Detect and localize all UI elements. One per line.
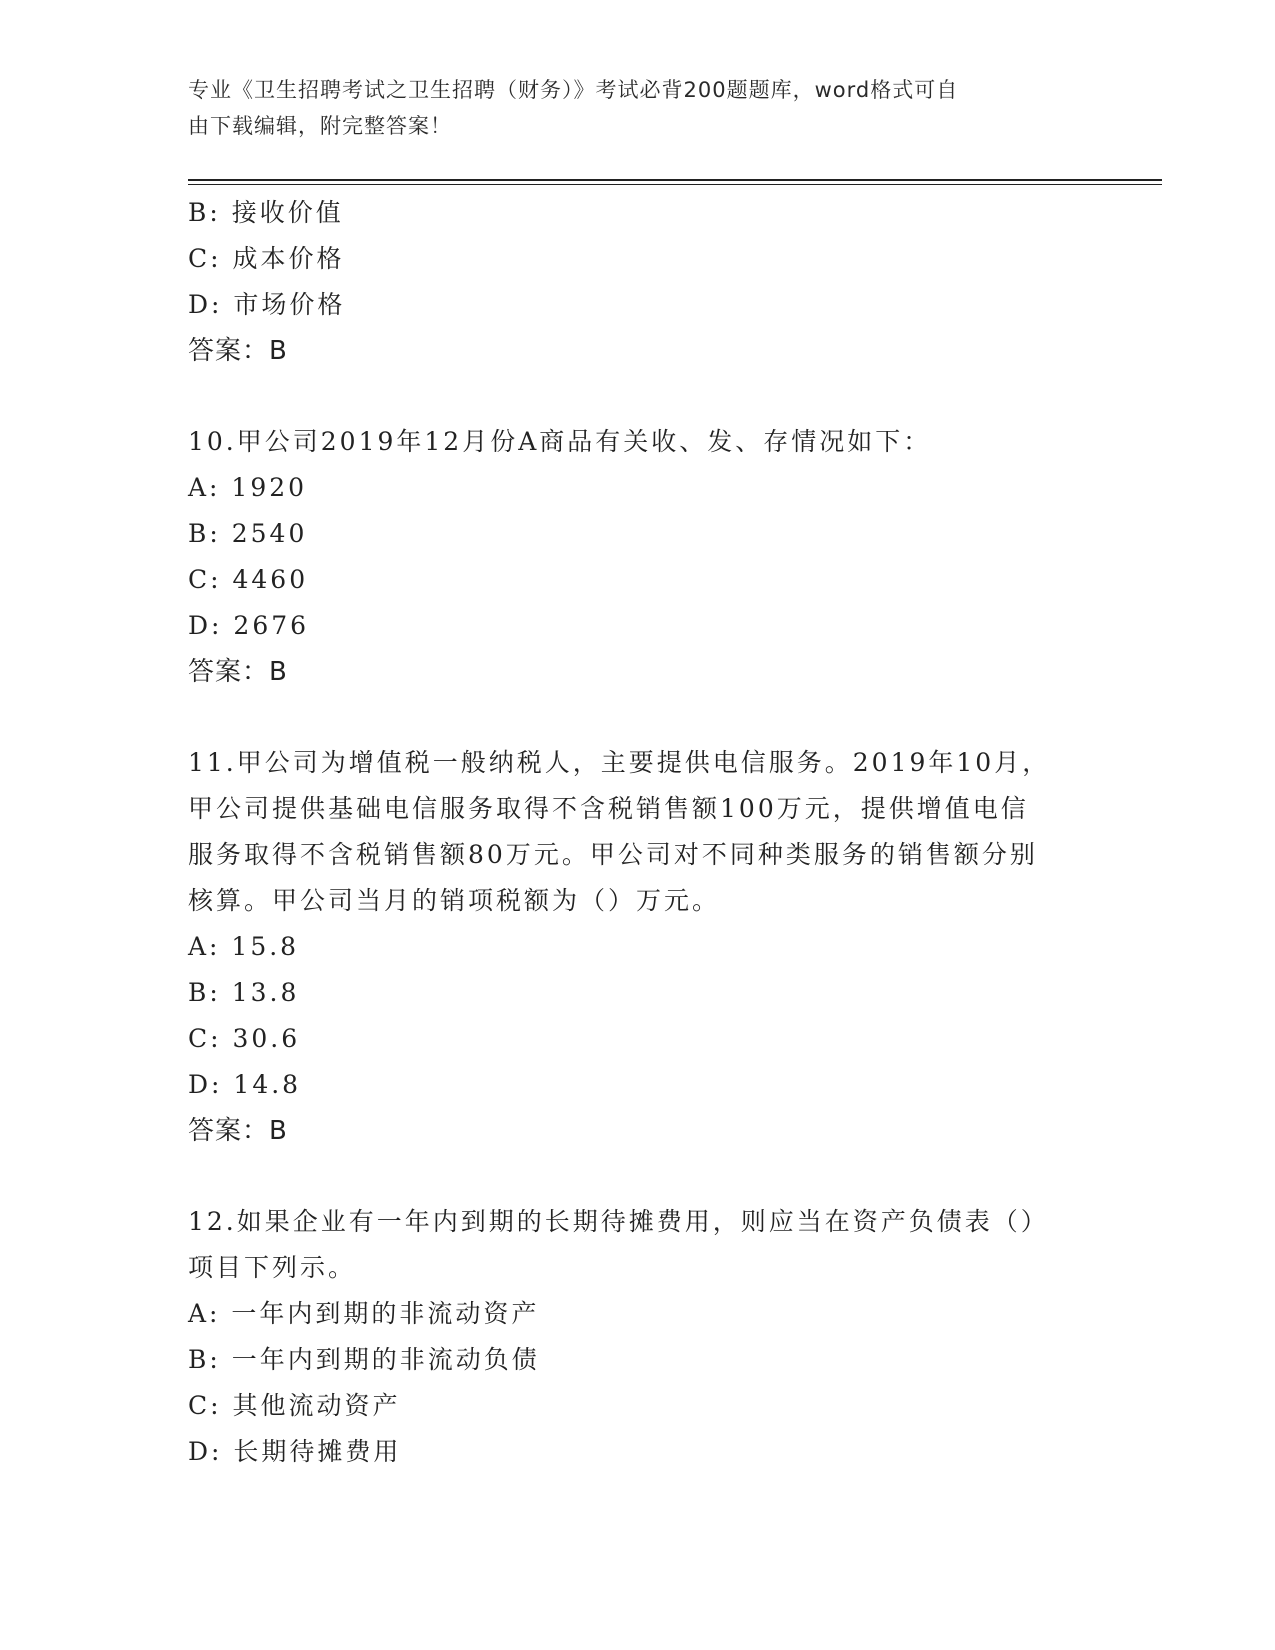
option-b: B: 一年内到期的非流动负债 <box>188 1345 540 1374</box>
question-text-line: 服务取得不含税销售额80万元。甲公司对不同种类服务的销售额分别 <box>188 840 1038 869</box>
option-c: C: 30.6 <box>188 1024 301 1053</box>
spacer <box>188 1154 1088 1199</box>
option-c: C: 成本价格 <box>188 244 345 273</box>
option-b: B: 2540 <box>188 519 308 548</box>
option-c: C: 4460 <box>188 565 309 594</box>
question-9-tail <box>188 190 1088 374</box>
question-12 <box>188 1199 1088 1475</box>
document-body <box>188 190 1088 1475</box>
header-line-1: 专业《卫生招聘考试之卫生招聘（财务）》考试必背200题题库，word格式可自 <box>188 78 959 102</box>
answer: 答案：B <box>188 1116 288 1146</box>
question-text-line: 甲公司提供基础电信服务取得不含税销售额100万元，提供增值电信 <box>188 794 1029 823</box>
option-d: D: 长期待摊费用 <box>188 1437 402 1466</box>
option-d: D: 14.8 <box>188 1070 302 1099</box>
header-divider-thick <box>188 179 1162 181</box>
option-c: C: 其他流动资产 <box>188 1391 401 1420</box>
answer: 答案：B <box>188 657 288 687</box>
question-text-line: 12.如果企业有一年内到期的长期待摊费用，则应当在资产负债表（） <box>188 1207 1049 1236</box>
option-d: D: 市场价格 <box>188 290 346 319</box>
question-text-line: 11.甲公司为增值税一般纳税人，主要提供电信服务。2019年10月， <box>188 748 1051 777</box>
spacer <box>188 695 1088 740</box>
option-b: B: 13.8 <box>188 978 300 1007</box>
header-divider-thin <box>188 184 1162 185</box>
header-line-2: 由下载编辑，附完整答案！ <box>188 114 452 138</box>
option-a: A: 15.8 <box>188 932 300 961</box>
question-text-line: 核算。甲公司当月的销项税额为（）万元。 <box>188 886 721 915</box>
question-11 <box>188 740 1088 1154</box>
question-text-line: 项目下列示。 <box>188 1253 357 1282</box>
option-d: D: 2676 <box>188 611 310 640</box>
document-header <box>188 72 1068 144</box>
option-b: B: 接收价值 <box>188 198 344 227</box>
answer: 答案：B <box>188 336 288 366</box>
question-text: 10.甲公司2019年12月份A商品有关收、发、存情况如下： <box>188 427 932 456</box>
question-10 <box>188 419 1088 695</box>
spacer <box>188 374 1088 419</box>
option-a: A: 一年内到期的非流动资产 <box>188 1299 540 1328</box>
option-a: A: 1920 <box>188 473 308 502</box>
